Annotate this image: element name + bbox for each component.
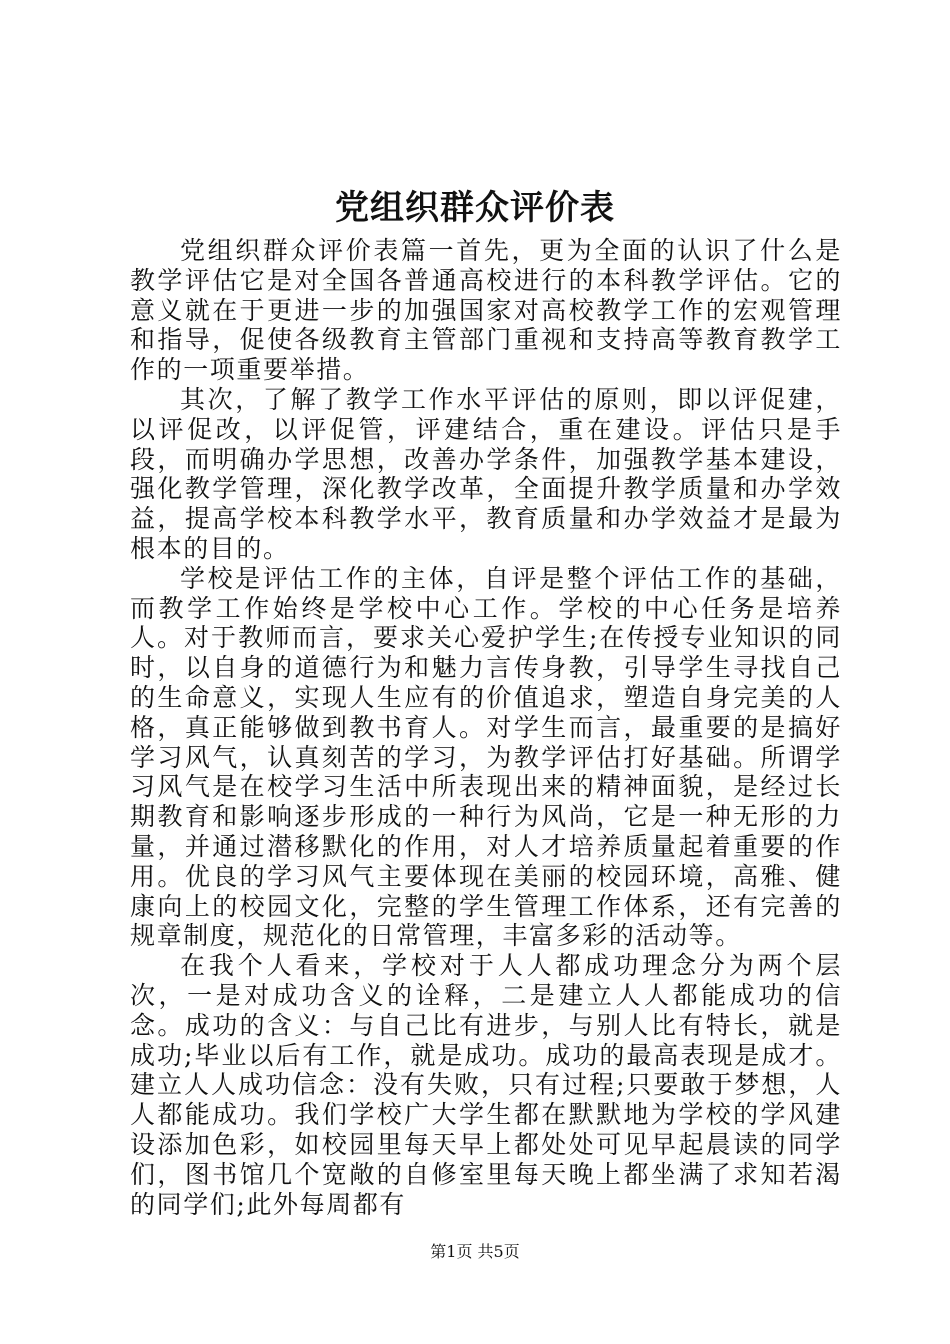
paragraph-2: 其次，了解了教学工作水平评估的原则，即以评促建，以评促改，以评促管，评建结合，重在建设。评估只是手段，而明确办学思想，改善办学条件，加强教学基本建设，强化教学管理，深化教学改革，全面提升教学质量和办学效益，提高学校本科教学水平，教育质量和办学效益才是最为根本的目的。 xyxy=(130,384,842,563)
paragraph-1: 党组织群众评价表篇一首先，更为全面的认识了什么是教学评估它是对全国各普通高校进行的本科教学评估。它的意义就在于更进一步的加强国家对高校教学工作的宏观管理和指导，促使各级教育主管部门重视和支持高等教育教学工作的一项重要举措。 xyxy=(130,236,842,385)
document-body xyxy=(130,236,842,1219)
paragraph-3: 学校是评估工作的主体，自评是整个评估工作的基础，而教学工作始终是学校中心工作。学校的中心任务是培养人。对于教师而言，要求关心爱护学生;在传授专业知识的同时，以自身的道德行为和魅力言传身教，引导学生寻找自己的生命意义，实现人生应有的价值追求，塑造自身完美的人格，真正能够做到教书育人。对学生而言，最重要的是搞好学习风气，认真刻苦的学习，为教学评估打好基础。所谓学习风气是在校学习生活中所表现出来的精神面貌，是经过长期教育和影响逐步形成的一种行为风尚，它是一种无形的力量，并通过潜移默化的作用，对人才培养质量起着重要的作用。优良的学习风气主要体现在美丽的校园环境，高雅、健康向上的校园文化，完整的学生管理工作体系，还有完善的规章制度，规范化的日常管理，丰富多彩的活动等。 xyxy=(130,563,842,951)
page-footer: 第1页 共5页 xyxy=(430,1242,520,1261)
paragraph-4: 在我个人看来，学校对于人人都成功理念分为两个层次，一是对成功含义的诠释，二是建立人人都能成功的信念。成功的含义：与自己比有进步，与别人比有特长，就是成功;毕业以后有工作，就是成功。成功的最高表现是成才。建立人人成功信念：没有失败，只有过程;只要敢于梦想，人人都能成功。我们学校广大学生都在默默地为学校的学风建设添加色彩，如校园里每天早上都处处可见早起晨读的同学们，图书馆几个宽敞的自修室里每天晚上都坐满了求知若渴的同学们;此外每周都有 xyxy=(130,951,842,1219)
document-title: 党组织群众评价表 xyxy=(335,188,615,228)
